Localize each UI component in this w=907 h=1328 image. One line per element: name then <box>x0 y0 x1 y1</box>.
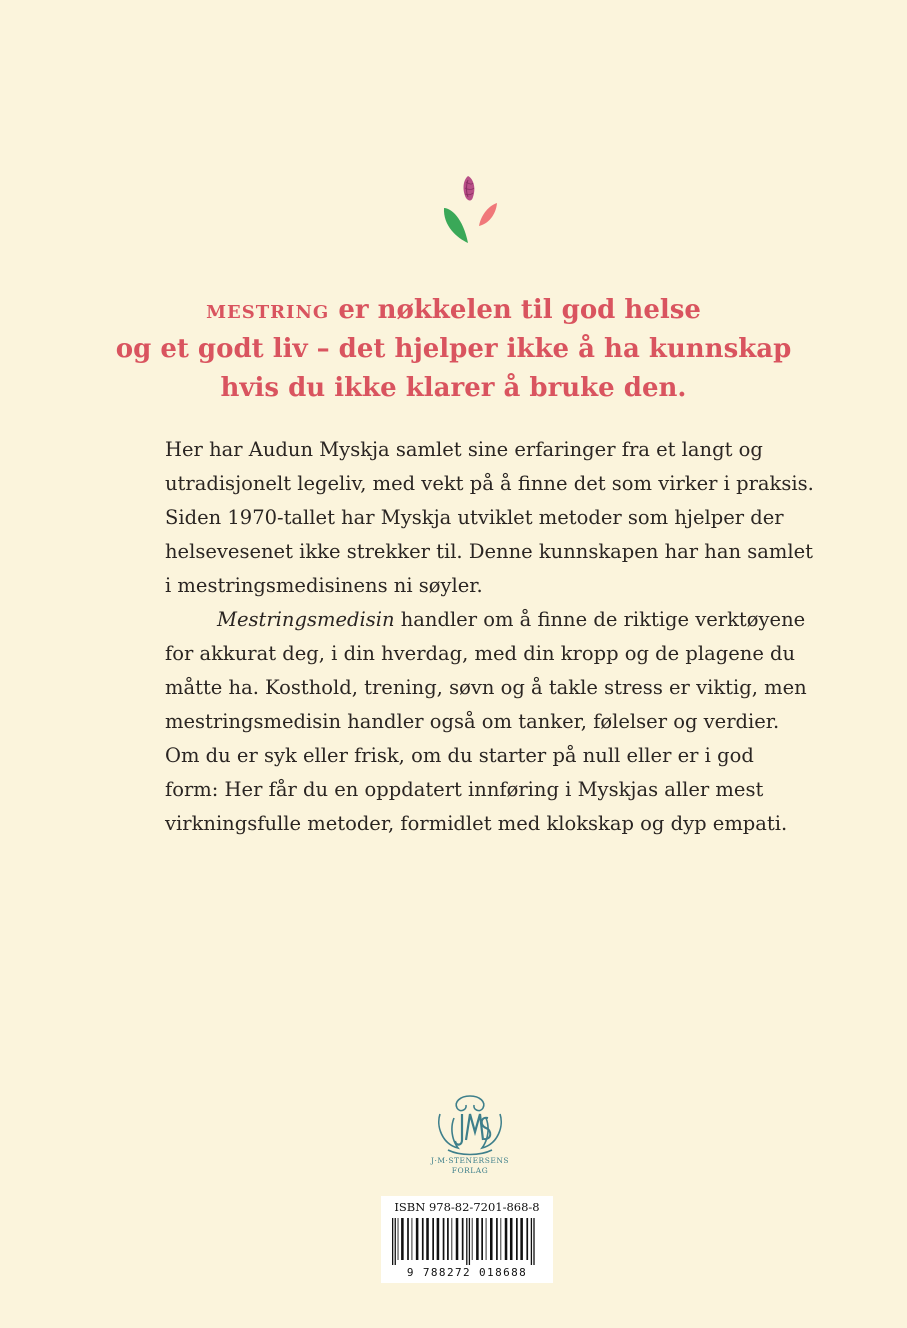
text-line: utradisjonelt legeliv, med vekt på å finne det som virker i praksis. <box>165 472 814 495</box>
text-line: i mestringsmedisinens ni søyler. <box>165 574 483 597</box>
barcode-bar <box>398 1218 399 1260</box>
barcode-bar <box>443 1218 445 1260</box>
text-line: Siden 1970-tallet har Myskja utviklet metoder som hjelper der <box>165 506 784 529</box>
barcode-bar <box>416 1218 419 1260</box>
barcode-bar <box>469 1218 470 1265</box>
publisher-name <box>400 1156 540 1176</box>
barcode-bar <box>520 1218 523 1260</box>
tagline-line-3: hvis du ikke klarer å bruke den. <box>220 373 687 403</box>
barcode-digits: 9 788272 018688 <box>406 1266 528 1279</box>
barcode-bar <box>476 1218 479 1260</box>
barcode-bar <box>395 1218 396 1265</box>
barcode-bar <box>510 1218 513 1260</box>
barcode-bar <box>500 1218 501 1260</box>
isbn-label: ISBN 978-82-7201-868-8 <box>394 1200 540 1214</box>
barcode-bar <box>451 1218 452 1260</box>
tagline-line-1-rest: er nøkkelen til god helse <box>329 295 701 325</box>
barcode-bar <box>447 1218 449 1260</box>
text-line: Om du er syk eller frisk, om du starter på null eller er i god <box>165 744 754 767</box>
barcode-bar <box>486 1218 487 1260</box>
barcode-bar <box>533 1218 534 1265</box>
text-line: Her har Audun Myskja samlet sine erfaringer fra et langt og <box>165 438 763 461</box>
flower-ornament-icon <box>435 168 505 248</box>
barcode-block <box>381 1196 553 1283</box>
barcode-bar <box>526 1218 528 1260</box>
text-line: mestringsmedisin handler også om tanker, følelser og verdier. <box>165 710 780 733</box>
publisher-name-line-2: FORLAG <box>451 1166 489 1175</box>
tagline-line-1 <box>0 290 907 330</box>
barcode-bar <box>437 1218 440 1260</box>
barcode-bar <box>422 1218 424 1260</box>
barcode-bar <box>490 1218 493 1260</box>
barcode-bar <box>516 1218 518 1260</box>
barcode-bar <box>531 1218 532 1265</box>
text-line: måtte ha. Kosthold, trening, søvn og å takle stress er viktig, men <box>165 676 807 699</box>
text-line: virkningsfulle metoder, formidlet med klokskap og dyp empati. <box>165 812 788 835</box>
barcode-bar <box>481 1218 483 1260</box>
barcode-bar <box>412 1218 413 1260</box>
barcode-bar <box>496 1218 498 1260</box>
tagline-keyword: mestring <box>206 295 330 324</box>
barcode-bar <box>392 1218 393 1265</box>
barcode-bar <box>407 1218 409 1260</box>
text-line: helsevesenet ikke strekker til. Denne kunnskapen har han samlet <box>165 540 813 563</box>
barcode-bar <box>505 1218 508 1260</box>
barcode-bar <box>462 1218 464 1260</box>
barcode-bar <box>401 1218 404 1260</box>
barcode-bar <box>432 1218 434 1260</box>
paragraph-1 <box>165 433 814 603</box>
publisher-name-line-1: J·M·STENERSENS <box>430 1156 510 1165</box>
barcode-bar <box>472 1218 473 1260</box>
barcode-bar <box>456 1218 459 1260</box>
paragraph-2 <box>165 603 805 841</box>
text-line <box>165 603 805 637</box>
barcode-bar <box>426 1218 429 1260</box>
text-line: form: Her får du en oppdatert innføring i Myskjas aller mest <box>165 778 764 801</box>
barcode-bar <box>466 1218 467 1265</box>
barcode-bars <box>390 1218 545 1265</box>
text-line: for akkurat deg, i din hverdag, med din kropp og de plagene du <box>165 642 796 665</box>
book-title: Mestringsmedisin <box>217 608 395 631</box>
tagline-line-2: og et godt liv – det hjelper ikke å ha kunnskap <box>115 334 792 364</box>
tagline <box>0 290 907 408</box>
description <box>165 433 814 841</box>
text-line-rest: handler om å finne de riktige verktøyene <box>394 608 806 631</box>
